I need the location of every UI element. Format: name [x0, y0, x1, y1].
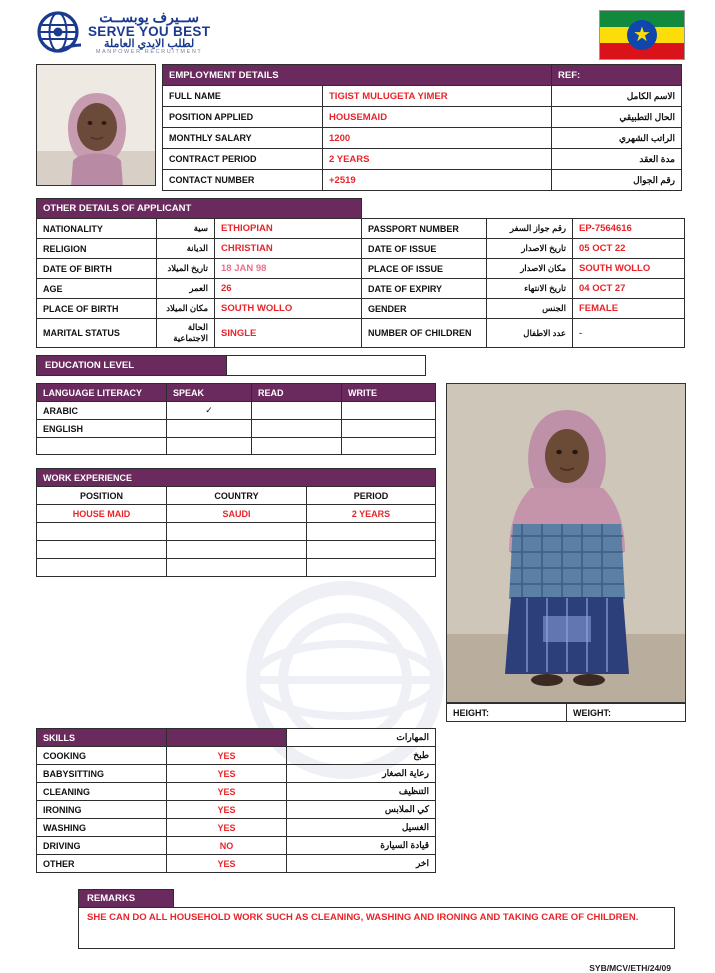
table-row — [37, 855, 436, 873]
employment-section-title: EMPLOYMENT DETAILS — [163, 65, 552, 86]
other-details-section — [0, 198, 715, 376]
arabic-read-check — [252, 402, 342, 420]
marital-status-arabic: الحالة الاجتماعية — [157, 319, 215, 348]
language-name-blank — [37, 438, 167, 455]
ethiopia-flag-icon: ★ — [599, 10, 685, 60]
date-of-expiry-arabic: تاريخ الانتهاء — [487, 279, 573, 299]
date-of-issue-value: 05 OCT 22 — [573, 239, 685, 259]
table-row — [37, 765, 436, 783]
skill-ironing-label: IRONING — [37, 801, 167, 819]
middle-section — [0, 383, 715, 722]
english-read-check — [252, 420, 342, 438]
passport-number-value: EP-7564616 — [573, 219, 685, 239]
skill-other-arabic: اخر — [287, 855, 436, 873]
work-col-country: COUNTRY — [167, 487, 307, 505]
date-of-expiry-label: DATE OF EXPIRY — [362, 279, 487, 299]
table-row — [37, 319, 685, 348]
table-row — [37, 559, 436, 577]
religion-arabic: الديانة — [157, 239, 215, 259]
work-period-blank-1 — [307, 523, 436, 541]
skill-cooking-label: COOKING — [37, 747, 167, 765]
number-of-children-value: - — [573, 319, 685, 348]
work-country-blank-3 — [167, 559, 307, 577]
skill-washing-value: YES — [167, 819, 287, 837]
work-experience-title: WORK EXPERIENCE — [37, 469, 436, 487]
position-applied-value: HOUSEMAID — [323, 107, 552, 128]
marital-status-label: MARITAL STATUS — [37, 319, 157, 348]
contract-period-value: 2 YEARS — [323, 149, 552, 170]
full-name-arabic: الاسم الكامل — [552, 86, 682, 107]
footer-reference-code: SYB/MCV/ETH/24/09 — [589, 963, 671, 973]
contract-period-label: CONTRACT PERIOD — [163, 149, 323, 170]
remarks-text: SHE CAN DO ALL HOUSEHOLD WORK SUCH AS CLEANING, WASHING AND IRONING AND TAKING CARE OF CHILDREN. — [87, 912, 639, 923]
nationality-value: ETHIOPIAN — [215, 219, 362, 239]
skill-babysitting-label: BABYSITTING — [37, 765, 167, 783]
language-name-english: ENGLISH — [37, 420, 167, 438]
skill-cleaning-arabic: التنظيف — [287, 783, 436, 801]
document-header — [0, 0, 715, 64]
marital-status-value: SINGLE — [215, 319, 362, 348]
table-row — [447, 704, 686, 722]
date-of-issue-arabic: تاريخ الاصدار — [487, 239, 573, 259]
employment-section — [0, 64, 715, 191]
skill-babysitting-value: YES — [167, 765, 287, 783]
date-of-expiry-value: 04 OCT 27 — [573, 279, 685, 299]
age-value: 26 — [215, 279, 362, 299]
applicant-full-photo — [446, 383, 686, 703]
table-row — [37, 523, 436, 541]
table-row — [163, 107, 682, 128]
logo-english-subtitle: MANPOWER RECRUITMENT — [95, 49, 203, 56]
skill-babysitting-arabic: رعاية الصغار — [287, 765, 436, 783]
table-row — [37, 279, 685, 299]
full-name-label: FULL NAME — [163, 86, 323, 107]
table-row — [37, 259, 685, 279]
age-label: AGE — [37, 279, 157, 299]
skill-other-label: OTHER — [37, 855, 167, 873]
table-row — [163, 170, 682, 191]
table-row — [37, 299, 685, 319]
weight-label: WEIGHT: — [567, 704, 686, 722]
work-position-value: HOUSE MAID — [37, 505, 167, 523]
remarks-label: REMARKS — [78, 889, 174, 907]
full-name-value: TIGIST MULUGETA YIMER — [323, 86, 552, 107]
work-position-blank-1 — [37, 523, 167, 541]
contact-number-value: +2519 — [323, 170, 552, 191]
place-of-birth-value: SOUTH WOLLO — [215, 299, 362, 319]
arabic-write-check — [342, 402, 436, 420]
blank-read-check — [252, 438, 342, 455]
place-of-issue-value: SOUTH WOLLO — [573, 259, 685, 279]
work-period-blank-3 — [307, 559, 436, 577]
other-details-table — [36, 198, 685, 348]
table-row — [37, 469, 436, 487]
gender-label: GENDER — [362, 299, 487, 319]
english-speak-check — [167, 420, 252, 438]
table-row — [37, 487, 436, 505]
skill-other-value: YES — [167, 855, 287, 873]
language-name-arabic: ARABIC — [37, 402, 167, 420]
monthly-salary-arabic: الراتب الشهري — [552, 128, 682, 149]
language-col-speak: SPEAK — [167, 384, 252, 402]
table-row — [37, 420, 436, 438]
logo-arabic-subtitle: لطلب الايدي العاملة — [104, 37, 195, 50]
table-row — [37, 199, 685, 219]
language-col-write: WRITE — [342, 384, 436, 402]
number-of-children-label: NUMBER OF CHILDREN — [362, 319, 487, 348]
remarks-section — [0, 889, 715, 949]
work-position-blank-2 — [37, 541, 167, 559]
company-logo — [36, 10, 210, 56]
work-country-value: SAUDI — [167, 505, 307, 523]
measurements-table — [446, 703, 686, 722]
table-row — [37, 239, 685, 259]
skill-driving-value: NO — [167, 837, 287, 855]
table-row — [37, 729, 436, 747]
employment-details-table — [162, 64, 682, 191]
gender-value: FEMALE — [573, 299, 685, 319]
monthly-salary-label: MONTHLY SALARY — [163, 128, 323, 149]
gender-arabic: الجنس — [487, 299, 573, 319]
place-of-birth-arabic: مكان الميلاد — [157, 299, 215, 319]
english-write-check — [342, 420, 436, 438]
age-arabic: العمر — [157, 279, 215, 299]
skill-driving-label: DRIVING — [37, 837, 167, 855]
table-row — [37, 819, 436, 837]
skill-ironing-value: YES — [167, 801, 287, 819]
skill-cooking-arabic: طبخ — [287, 747, 436, 765]
skill-driving-arabic: قيادة السيارة — [287, 837, 436, 855]
blank-speak-check — [167, 438, 252, 455]
position-applied-label: POSITION APPLIED — [163, 107, 323, 128]
skill-washing-label: WASHING — [37, 819, 167, 837]
skill-cooking-value: YES — [167, 747, 287, 765]
nationality-arabic: سية — [157, 219, 215, 239]
height-label: HEIGHT: — [447, 704, 567, 722]
table-row — [37, 837, 436, 855]
education-level-row — [36, 355, 685, 376]
language-literacy-table — [36, 383, 436, 455]
contract-period-arabic: مدة العقد — [552, 149, 682, 170]
skills-table — [36, 728, 436, 873]
skill-washing-arabic: الغسيل — [287, 819, 436, 837]
applicant-portrait-photo — [36, 64, 156, 186]
skill-cleaning-label: CLEANING — [37, 783, 167, 801]
work-position-blank-3 — [37, 559, 167, 577]
education-level-value[interactable] — [226, 355, 426, 376]
table-row — [37, 541, 436, 559]
passport-number-label: PASSPORT NUMBER — [362, 219, 487, 239]
date-of-birth-label: DATE OF BIRTH — [37, 259, 157, 279]
work-col-period: PERIOD — [307, 487, 436, 505]
religion-value: CHRISTIAN — [215, 239, 362, 259]
other-details-section-title: OTHER DETAILS OF APPLICANT — [37, 199, 362, 219]
date-of-issue-label: DATE OF ISSUE — [362, 239, 487, 259]
work-col-position: POSITION — [37, 487, 167, 505]
religion-label: RELIGION — [37, 239, 157, 259]
logo-arabic-title: ســيرف يوبســت — [99, 9, 199, 25]
place-of-issue-arabic: مكان الاصدار — [487, 259, 573, 279]
contact-number-arabic: رقم الجوال — [552, 170, 682, 191]
work-period-blank-2 — [307, 541, 436, 559]
position-applied-arabic: الحال التطبيقي — [552, 107, 682, 128]
skills-section — [0, 728, 715, 873]
work-period-value: 2 YEARS — [307, 505, 436, 523]
work-country-blank-1 — [167, 523, 307, 541]
table-row — [37, 783, 436, 801]
monthly-salary-value: 1200 — [323, 128, 552, 149]
language-col-read: READ — [252, 384, 342, 402]
language-literacy-title: LANGUAGE LITERACY — [37, 384, 167, 402]
table-row — [163, 86, 682, 107]
place-of-birth-label: PLACE OF BIRTH — [37, 299, 157, 319]
skills-section-title-arabic: المهارات — [287, 729, 436, 747]
skills-section-title: SKILLS — [37, 729, 167, 747]
education-level-label: EDUCATION LEVEL — [36, 355, 226, 376]
table-row — [37, 801, 436, 819]
table-row — [163, 149, 682, 170]
remarks-box[interactable] — [78, 907, 675, 949]
passport-number-arabic: رقم جواز السفر — [487, 219, 573, 239]
nationality-label: NATIONALITY — [37, 219, 157, 239]
table-row — [37, 438, 436, 455]
table-row — [163, 128, 682, 149]
work-country-blank-2 — [167, 541, 307, 559]
logo-english-title: SERVE YOU BEST — [88, 23, 211, 39]
date-of-birth-value: 18 JAN 98 — [215, 259, 362, 279]
ref-label: REF: — [552, 65, 682, 86]
work-experience-table — [36, 468, 436, 577]
table-row — [37, 219, 685, 239]
number-of-children-arabic: عدد الاطفال — [487, 319, 573, 348]
table-row — [37, 505, 436, 523]
contact-number-label: CONTACT NUMBER — [163, 170, 323, 191]
table-row — [37, 402, 436, 420]
table-row — [37, 384, 436, 402]
blank-write-check — [342, 438, 436, 455]
date-of-birth-arabic: تاريخ الميلاد — [157, 259, 215, 279]
globe-icon — [36, 11, 82, 55]
skill-cleaning-value: YES — [167, 783, 287, 801]
arabic-speak-check: ✓ — [167, 402, 252, 420]
table-row — [163, 65, 682, 86]
skill-ironing-arabic: كي الملابس — [287, 801, 436, 819]
place-of-issue-label: PLACE OF ISSUE — [362, 259, 487, 279]
table-row — [37, 747, 436, 765]
